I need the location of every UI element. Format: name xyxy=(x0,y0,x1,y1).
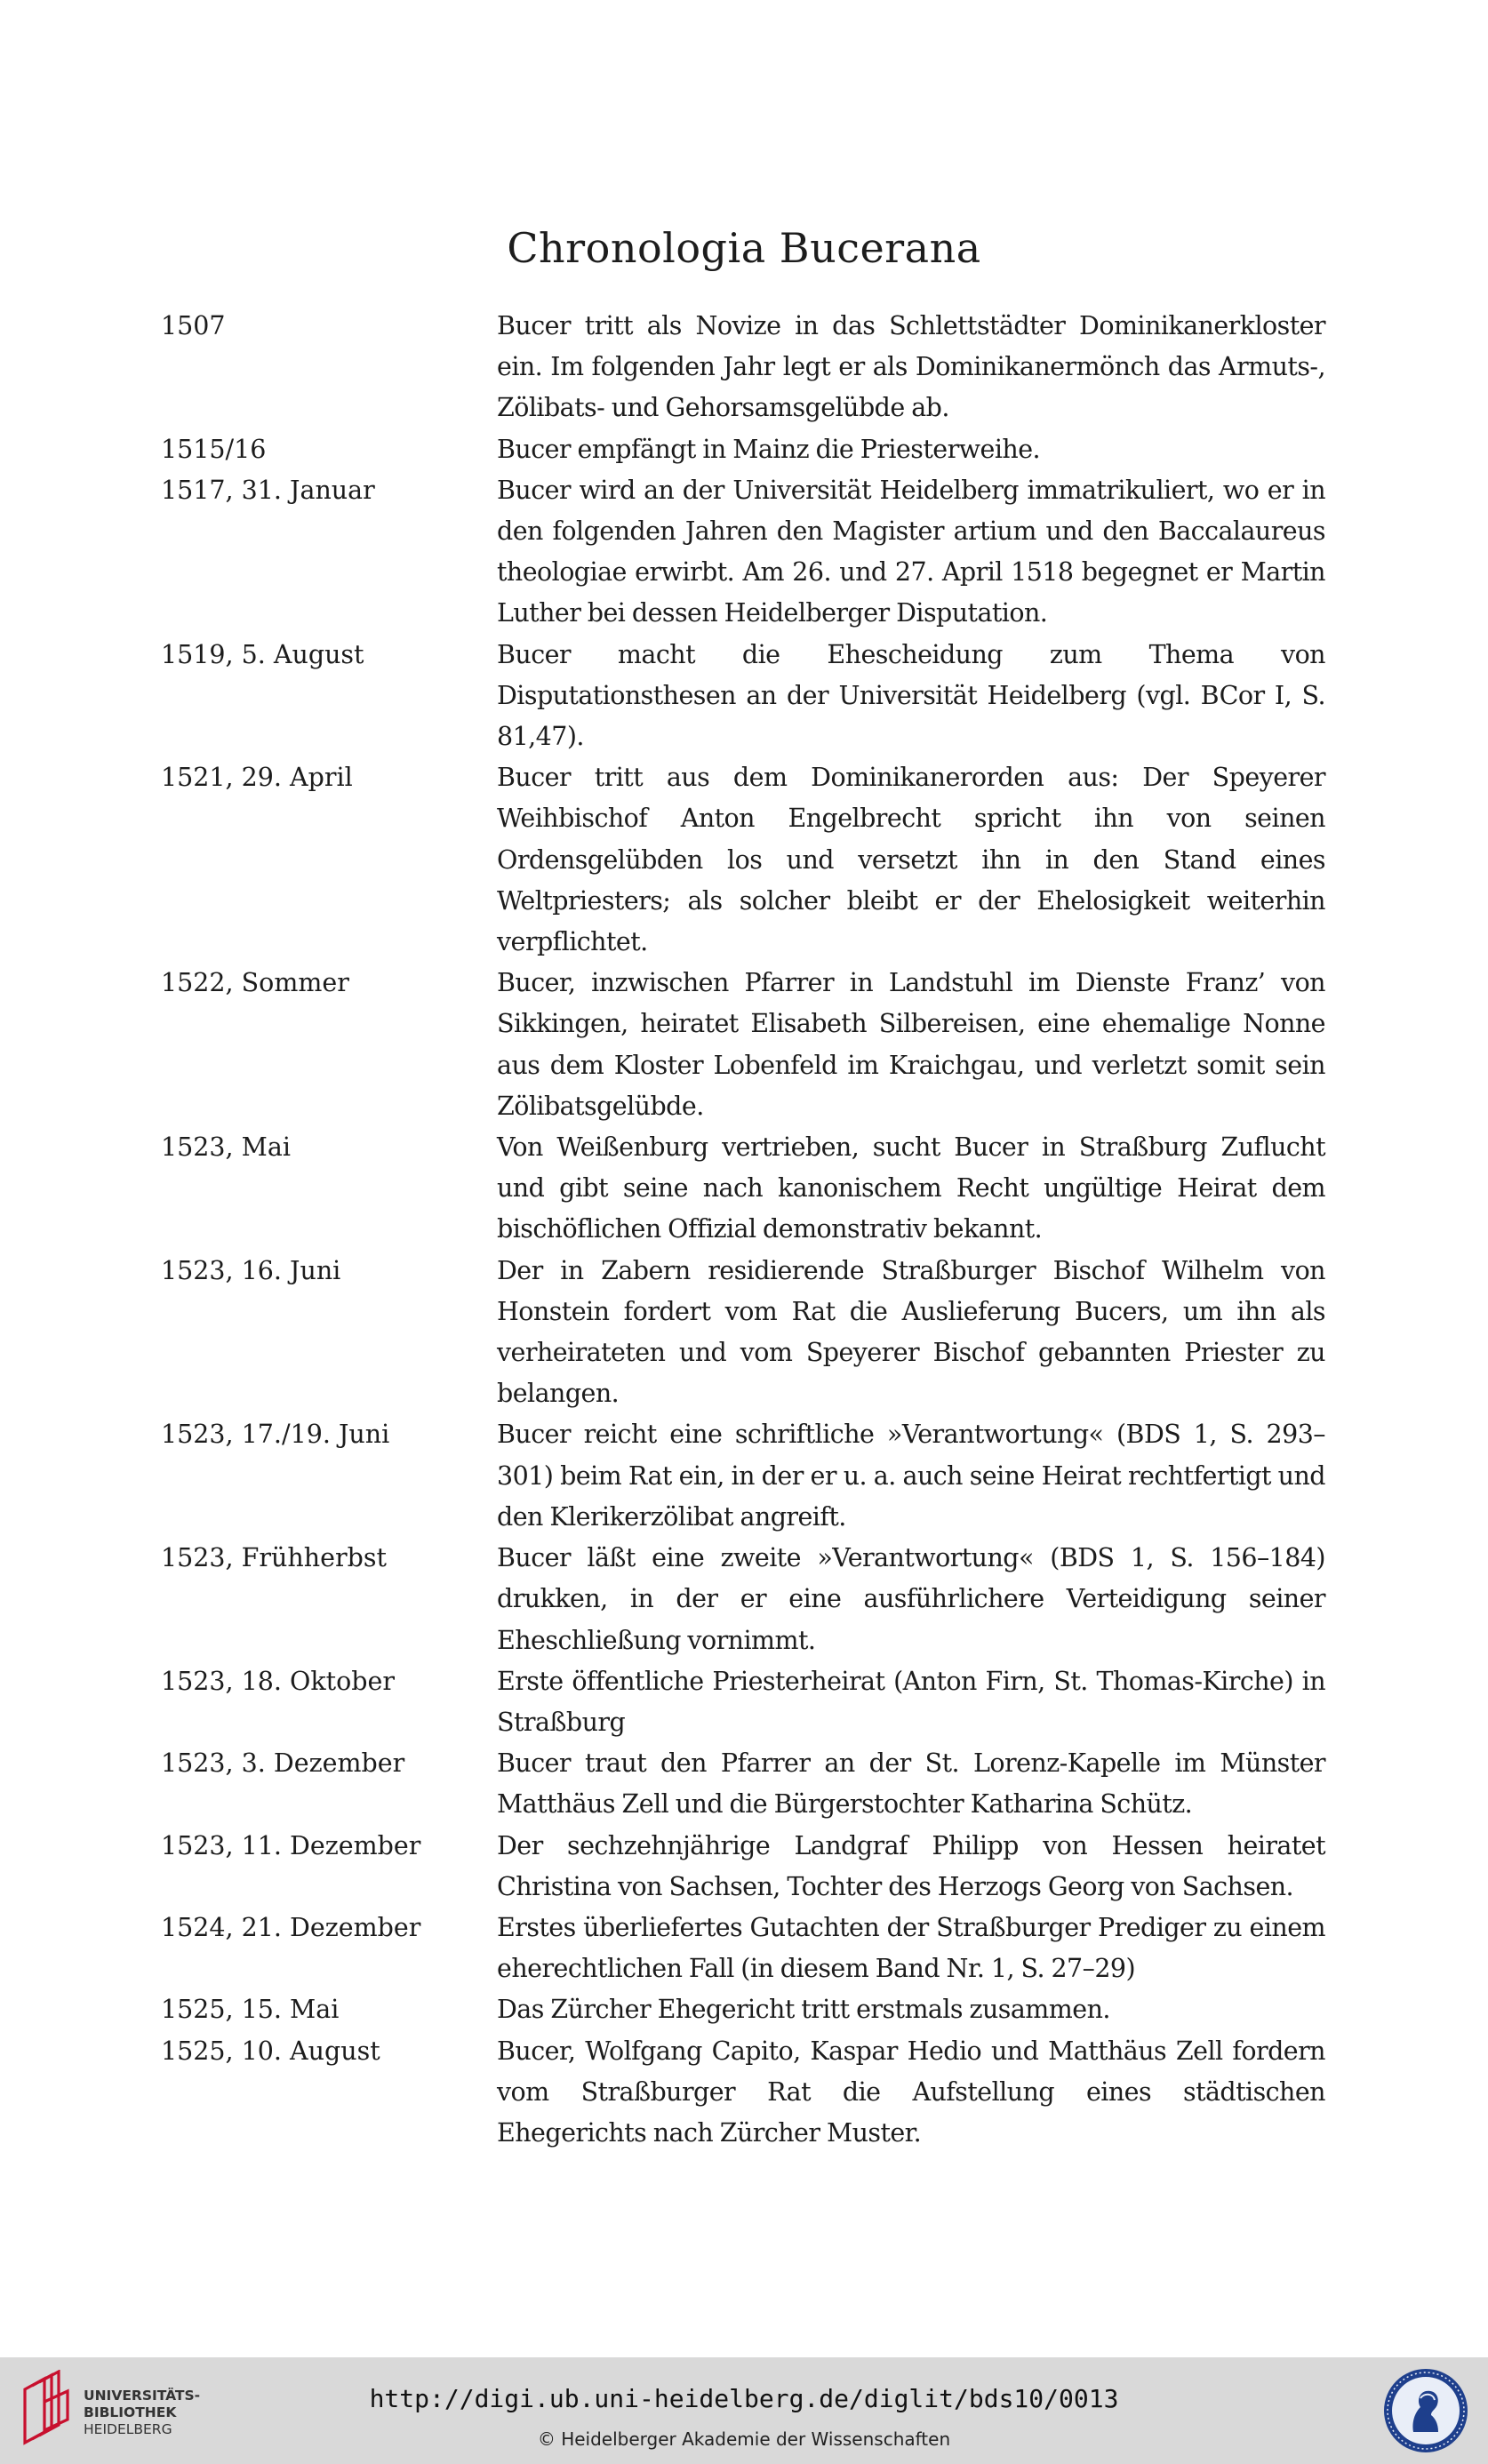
entry-text: Bucer macht die Ehescheidung zum Thema von Disputationsthesen an der Universität Heidelberg (vgl. BCor I, S. 81,47). xyxy=(497,639,1325,752)
copyright-notice: © Heidelberger Akademie der Wissenschaften xyxy=(537,2428,951,2450)
entry-text: Das Zürcher Ehegericht tritt erstmals zusammen. xyxy=(497,1995,1110,2025)
chronology-entry xyxy=(161,1414,1325,1538)
entry-text: Bucer, Wolfgang Capito, Kaspar Hedio und Matthäus Zell fordern vom Straßburger Rat die Aufstellung eines städtischen Ehegerichts nach Zürcher Muster. xyxy=(497,2036,1325,2148)
entry-date: 1523, Frühherbst xyxy=(161,1543,387,1573)
entry-date: 1521, 29. April xyxy=(161,763,353,793)
entry-date: 1523, 3. Dezember xyxy=(161,1748,405,1779)
page-title: Chronologia Bucerana xyxy=(507,224,981,272)
chronology-entry xyxy=(161,1743,1325,1825)
chronology-entry xyxy=(161,963,1325,1127)
entry-date: 1523, 17./19. Juni xyxy=(161,1420,390,1450)
entry-text: Bucer empfängt in Mainz die Priesterweihe. xyxy=(497,434,1041,464)
entry-date: 1523, 18. Oktober xyxy=(161,1666,396,1696)
chronology-entry xyxy=(161,1661,1325,1743)
chronology-entry xyxy=(161,306,1325,429)
entry-date: 1524, 21. Dezember xyxy=(161,1912,421,1942)
entry-text: Der in Zabern residierende Straßburger Bischof Wilhelm von Honstein fordert vom Rat die Auslieferung Bucers, um ihn als verheirateten und vom Speyerer Bischof gebannten Priester zu belangen. xyxy=(497,1255,1325,1409)
entry-date: 1507 xyxy=(161,311,226,340)
entry-text: Bucer tritt aus dem Dominikanerorden aus: Der Speyerer Weihbischof Anton Engelbrecht spricht ihn von seinen Ordensgelübden los und versetzt ihn in den Stand eines Weltpriesters; als solcher bleibt er der Ehelosigkeit weiterhin verpflichtet. xyxy=(497,763,1325,957)
entry-date: 1519, 5. August xyxy=(161,639,364,669)
library-name-line3: HEIDELBERG xyxy=(84,2421,172,2437)
chronology-entry xyxy=(161,2031,1325,2155)
entry-text: Bucer, inzwischen Pfarrer in Landstuhl im Dienste Franz’ von Sikkingen, heiratet Elisabeth Silbereisen, eine ehemalige Nonne aus dem Kloster Lobenfeld im Kraichgau, und verletzt somit sein Zölibatsgelübde. xyxy=(497,968,1325,1121)
footer-bar xyxy=(0,2357,1488,2464)
entry-text: Erstes überliefertes Gutachten der Straßburger Prediger zu einem eherechtlichen Fall (in diesem Band Nr. 1, S. 27–29) xyxy=(497,1912,1325,1984)
chronology-entry xyxy=(161,1989,1325,2030)
chronology-entry xyxy=(161,635,1325,758)
chronology-entry xyxy=(161,757,1325,963)
entry-text: Der sechzehnjährige Landgraf Philipp von Hessen heiratet Christina von Sachsen, Tochter des Herzogs Georg von Sachsen. xyxy=(497,1830,1325,1901)
chronology-entry xyxy=(161,1127,1325,1251)
entry-text: Bucer läßt eine zweite »Verantwortung« (BDS 1, S. 156–184) drukken, in der er eine ausführlichere Verteidigung seiner Eheschließung vornimmt. xyxy=(497,1543,1325,1655)
entry-text: Von Weißenburg vertrieben, sucht Bucer in Straßburg Zuflucht und gibt seine nach kanonischem Recht ungültige Heirat dem bischöflichen Offizial demonstrativ bekannt. xyxy=(497,1132,1325,1244)
entry-text: Bucer traut den Pfarrer an der St. Lorenz-Kapelle im Münster Matthäus Zell und die Bürgerstochter Katharina Schütz. xyxy=(497,1748,1325,1820)
academy-seal-icon[interactable] xyxy=(1381,2366,1470,2455)
entry-text: Bucer reicht eine schriftliche »Verantwortung« (BDS 1, S. 293–301) beim Rat ein, in der er u. a. auch seine Heirat rechtfertigt und den Klerikerzölibat angreift. xyxy=(497,1420,1325,1532)
entry-text: Erste öffentliche Priesterheirat (Anton Firn, St. Thomas-Kirche) in Straßburg xyxy=(497,1666,1325,1737)
chronology-list xyxy=(161,306,1325,2154)
entry-date: 1515/16 xyxy=(161,434,267,464)
chronology-entry xyxy=(161,429,1325,470)
entry-date: 1523, 11. Dezember xyxy=(161,1830,421,1860)
entry-date: 1517, 31. Januar xyxy=(161,475,375,505)
entry-date: 1522, Sommer xyxy=(161,968,349,998)
chronology-entry xyxy=(161,470,1325,635)
entry-date: 1523, 16. Juni xyxy=(161,1255,341,1285)
library-name-line1: UNIVERSITÄTS- xyxy=(84,2388,201,2404)
library-name-line2: BIBLIOTHEK xyxy=(84,2404,177,2420)
chronology-entry xyxy=(161,1908,1325,1989)
permalink-url[interactable]: http://digi.ub.uni-heidelberg.de/diglit/bds10/0013 xyxy=(369,2384,1119,2413)
chronology-entry xyxy=(161,1251,1325,1415)
entry-date: 1523, Mai xyxy=(161,1132,291,1163)
entry-date: 1525, 10. August xyxy=(161,2036,380,2066)
entry-date: 1525, 15. Mai xyxy=(161,1995,340,2025)
chronology-entry xyxy=(161,1826,1325,1908)
entry-text: Bucer tritt als Novize in das Schlettstädter Dominikanerkloster ein. Im folgenden Jahr legt er als Dominikanermönch das Armuts-, Zölibats- und Gehorsamsgelübde ab. xyxy=(497,311,1325,423)
chronology-entry xyxy=(161,1538,1325,1661)
entry-text: Bucer wird an der Universität Heidelberg immatrikuliert, wo er in den folgenden Jahren den Magister artium und den Baccalaureus theologiae erwirbt. Am 26. und 27. April 1518 begegnet er Martin Luther bei dessen Heidelberger Disputation. xyxy=(497,475,1325,628)
